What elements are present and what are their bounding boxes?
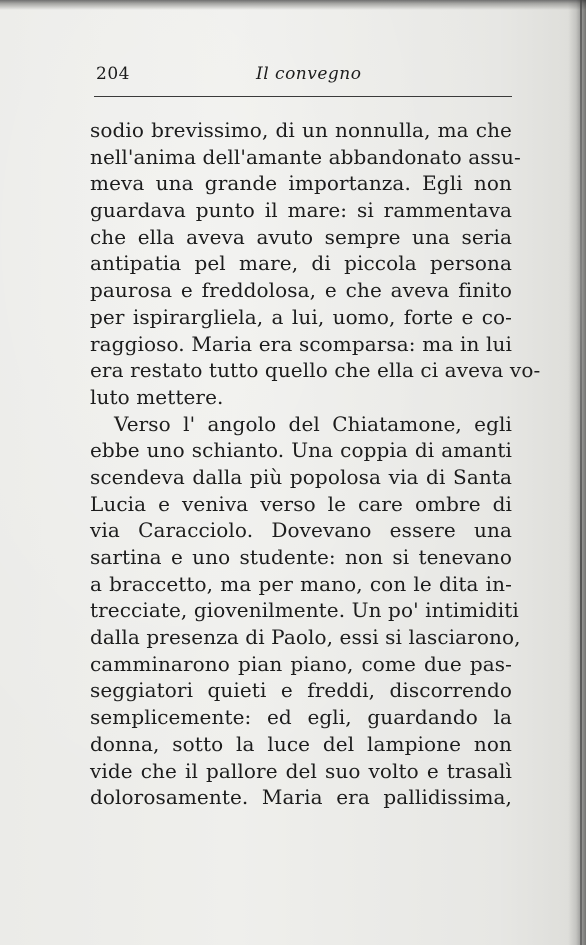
text-line: dalla presenza di Paolo, essi si lasciarono, <box>90 625 521 650</box>
text-line: raggioso. Maria era scomparsa: ma in lui <box>90 331 512 356</box>
text-line: semplicemente: ed egli, guardando la <box>90 705 512 730</box>
text-line: vide che il pallore del suo volto e trasalì <box>90 758 512 783</box>
text-line: sartina e uno studente: non si tenevano <box>90 545 512 569</box>
text-line: paurosa e freddolosa, e che aveva finito <box>90 278 512 303</box>
top-scan-shadow <box>0 0 586 10</box>
text-line: a braccetto, ma per mano, con le dita in- <box>90 571 512 596</box>
text-line: via Caracciolo. Dovevano essere una <box>90 518 512 543</box>
text-line: camminarono pian piano, come due pas- <box>90 651 512 676</box>
page-number: 204 <box>96 64 130 84</box>
running-title: Il convegno <box>256 64 362 84</box>
text-line: trecciate, giovenilmente. Un po' intimiditi <box>90 598 519 623</box>
header-rule <box>94 96 512 97</box>
text-line: scendeva dalla più popolosa via di Santa <box>90 464 512 489</box>
text-line: ebbe uno schianto. Una coppia di amanti <box>90 438 512 463</box>
text-line: era restato tutto quello che ella ci aveva vo- <box>90 358 541 383</box>
text-line: donna, sotto la luce del lampione non <box>90 731 512 756</box>
paragraph-start-line: Verso l' angolo del Chiatamone, egli <box>114 411 512 436</box>
text-line: seggiatori quieti e freddi, discorrendo <box>90 678 512 703</box>
text-line: luto mettere. <box>90 384 224 409</box>
text-line: guardava punto il mare: si rammentava <box>90 198 512 223</box>
text-line: antipatia pel mare, di piccola persona <box>90 251 512 276</box>
page-edge-shadow <box>568 0 586 945</box>
text-line: sodio brevissimo, di un nonnulla, ma che <box>90 118 512 142</box>
text-line: che ella aveva avuto sempre una seria <box>90 224 512 249</box>
text-line: nell'anima dell'amante abbandonato assu- <box>90 144 521 169</box>
text-line: meva una grande importanza. Egli non <box>90 171 512 196</box>
body-text <box>90 117 541 811</box>
page-edge-line <box>580 0 582 945</box>
text-line: dolorosamente. Maria era pallidissima, <box>90 785 512 810</box>
text-line: per ispirargliela, a lui, uomo, forte e co- <box>90 304 512 329</box>
page-header <box>96 60 512 90</box>
text-line: Lucia e veniva verso le care ombre di <box>90 491 512 516</box>
